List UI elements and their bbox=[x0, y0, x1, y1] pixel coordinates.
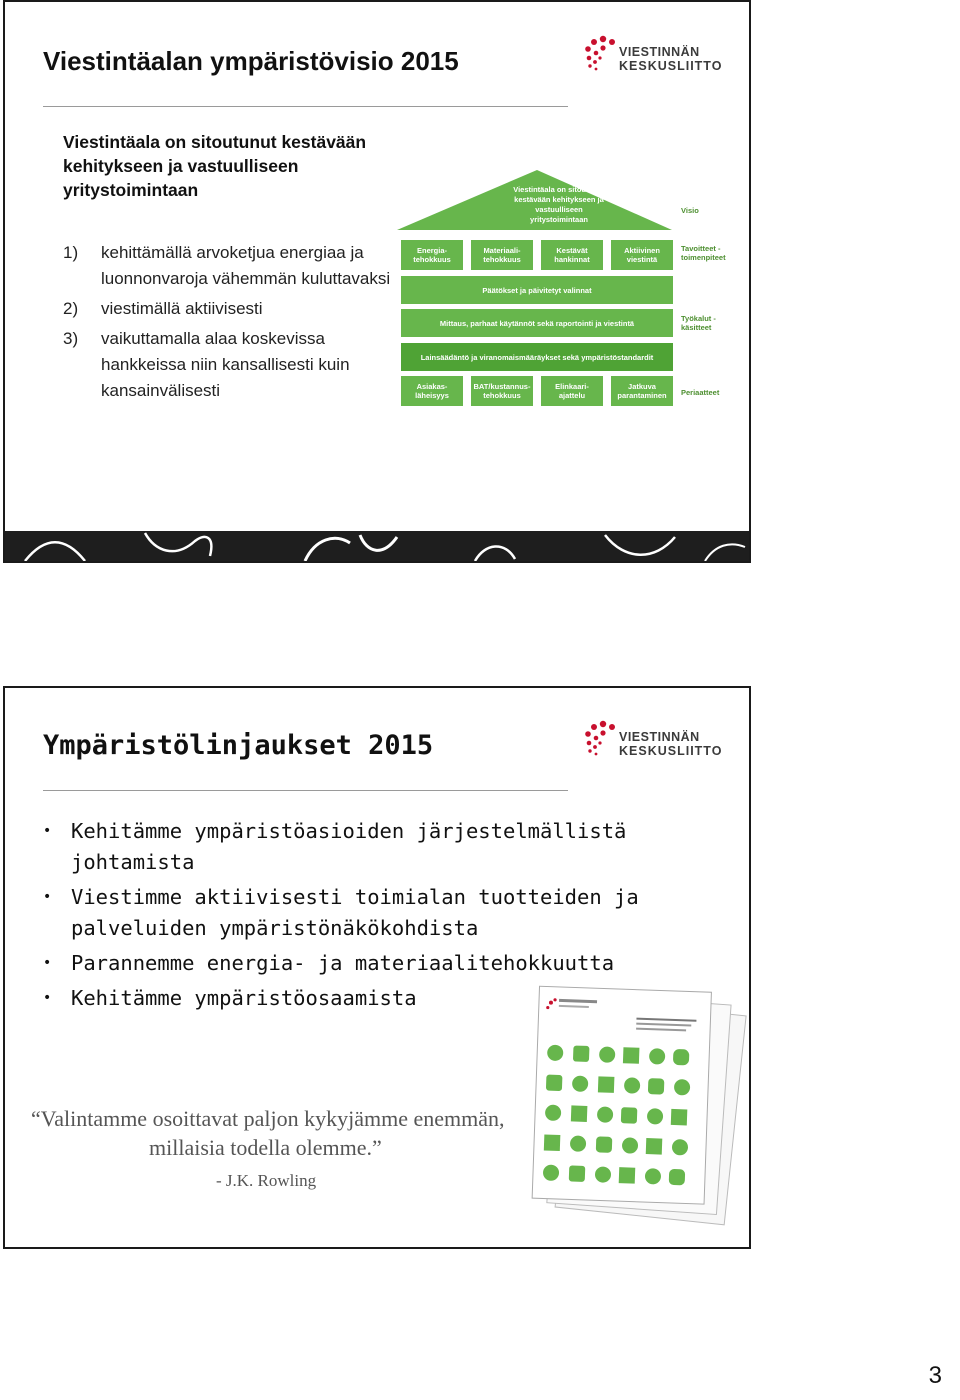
side-label-goals: Tavoitteet - toimenpiteet bbox=[681, 244, 726, 262]
intro-text: Viestintäala on sitoutunut kestävään kehitykseen ja vastuulliseen yritystoimintaan bbox=[63, 132, 367, 200]
principle-box: Jatkuva parantaminen bbox=[611, 376, 673, 406]
vision-pyramid-diagram bbox=[397, 170, 747, 415]
quote-author: - J.K. Rowling bbox=[216, 1171, 317, 1190]
decorative-footer-band bbox=[5, 531, 749, 561]
bullet-item: • Parannemme energia- ja materiaalitehokkuutta bbox=[43, 948, 683, 979]
environment-brochures-image bbox=[505, 978, 751, 1248]
page-number: 3 bbox=[928, 1362, 942, 1389]
brochure-front-page bbox=[532, 986, 711, 1204]
side-label-visio: Visio bbox=[681, 206, 699, 215]
side-label-principles: Periaatteet bbox=[681, 388, 720, 397]
logo-line-1: VIESTINNÄN bbox=[619, 730, 700, 744]
logo-text bbox=[619, 45, 722, 73]
slide-environment-policies bbox=[3, 686, 751, 1249]
principle-box: BAT/kustannus-tehokkuus bbox=[471, 376, 533, 406]
logo-text bbox=[619, 730, 722, 758]
list-number: 3) bbox=[63, 329, 79, 348]
logo-line-2: KESKUSLIITTO bbox=[619, 59, 723, 73]
list-text: kehittämällä arvoketjua energiaa ja luonnonvaroja vähemmän kuluttavaksi bbox=[101, 243, 391, 288]
list-number: 1) bbox=[63, 243, 79, 262]
goal-box: Materiaali-tehokkuus bbox=[471, 240, 533, 270]
goal-box: Kestävät hankinnat bbox=[541, 240, 603, 270]
principle-box: Elinkaari-ajattelu bbox=[541, 376, 603, 406]
side-label-tools: Työkalut - käsitteet bbox=[681, 314, 716, 332]
bullet-item: • Kehitämme ympäristöosaamista bbox=[43, 983, 683, 1014]
rowling-quote bbox=[31, 1104, 511, 1195]
list-item bbox=[63, 326, 393, 404]
list-item bbox=[63, 296, 393, 322]
title-divider bbox=[43, 790, 568, 791]
list-text: viestimällä aktiivisesti bbox=[101, 299, 263, 318]
viestinnan-keskusliitto-logo bbox=[583, 720, 733, 768]
numbered-list bbox=[63, 240, 393, 408]
slide-environment-vision bbox=[3, 0, 751, 563]
title-divider bbox=[43, 106, 568, 107]
band-legislation: Lainsäädäntö ja viranomaismääräykset sekä ympäristöstandardit bbox=[401, 343, 673, 371]
viestinnan-keskusliitto-logo bbox=[583, 35, 733, 83]
quote-line-2: millaisia todella olemme.” bbox=[149, 1135, 382, 1160]
list-text: vaikuttamalla alaa koskevissa hankkeissa niin kansallisesti kuin kansainvälisesti bbox=[101, 329, 350, 400]
logo-line-1: VIESTINNÄN bbox=[619, 45, 700, 59]
band-decisions: Päätökset ja päivitetyt valinnat bbox=[401, 276, 673, 304]
dotted-circle-logo-icon bbox=[583, 35, 623, 79]
slide-title: Ympäristölinjaukset 2015 bbox=[43, 730, 434, 761]
goal-box: Aktiivinen viestintä bbox=[611, 240, 673, 270]
list-item bbox=[63, 240, 393, 292]
slide-title: Viestintäalan ympäristövisio 2015 bbox=[43, 46, 459, 76]
logo-line-2: KESKUSLIITTO bbox=[619, 744, 723, 758]
goal-box: Energia-tehokkuus bbox=[401, 240, 463, 270]
principle-box: Asiakas-läheisyys bbox=[401, 376, 463, 406]
pyramid-roof-text: Viestintäala on sitoutunut kestävään kehitykseen ja vastuulliseen yritystoimintaan bbox=[513, 185, 605, 224]
bullet-item: • Viestimme aktiivisesti toimialan tuotteiden ja palveluiden ympäristönäkökohdista bbox=[43, 882, 683, 944]
quote-line-1: “Valintamme osoittavat paljon kykyjämme enemmän, bbox=[31, 1106, 505, 1131]
band-measurement: Mittaus, parhaat käytännöt sekä raportointi ja viestintä bbox=[401, 309, 673, 337]
dotted-circle-logo-icon bbox=[583, 720, 623, 764]
bullet-item: • Kehitämme ympäristöasioiden järjestelmällistä johtamista bbox=[43, 816, 683, 878]
list-number: 2) bbox=[63, 299, 79, 318]
